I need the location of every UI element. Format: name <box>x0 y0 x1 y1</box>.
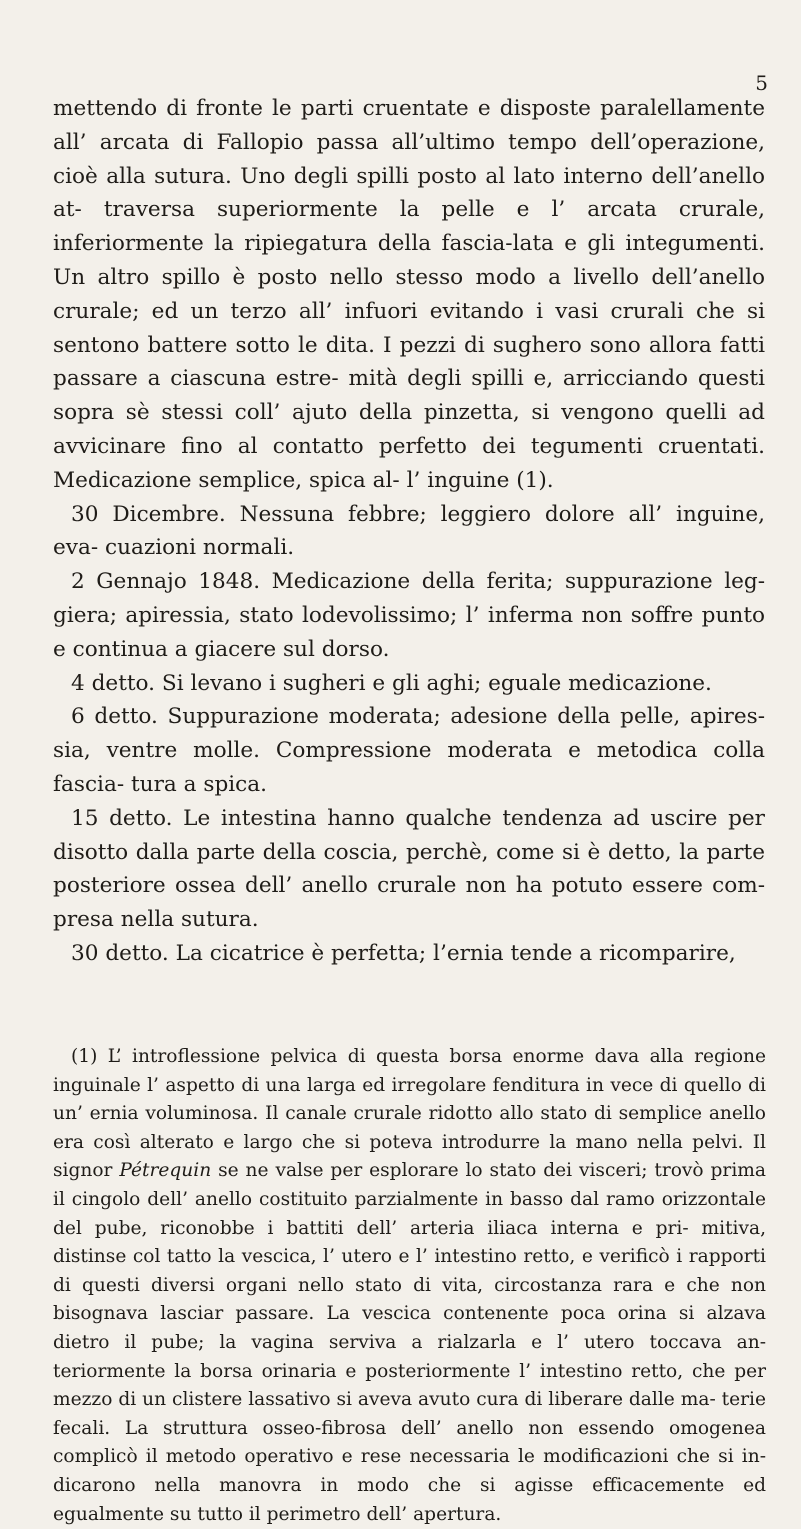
footnote-author-name: Pétrequin <box>119 1160 212 1182</box>
footnote-text-part2: se ne valse per esplorare lo stato dei visceri; trovò prima il cingolo dell’ anello costituito parzialmente in basso dal ramo orizzontale del pube, riconobbe i battiti dell’ arteria iliaca interna e pri- mitiva, distinse col tatto la vescica, l’ utero e l’ intestino retto, e verificò i rapporti di questi diversi organi nello stato di vita, circostanza rara e che non bisognava lasciar passare. La vescica contenente poca orina si alzava dietro il pube; la vagina serviva a rialzarla e l’ utero toccava an- teriormente la borsa orinaria e posteriormente l’ intestino retto, che per mezzo di un clistere lassativo si aveva avuto cura di liberare dalle ma- terie fecali. La struttura osseo-fibrosa dell’ anello non essendo omogenea complicò il metodo operativo e rese necessaria le modificazioni che si in- dicarono nella manovra in modo che si agisse efficacemente ed egualmente su tutto il perimetro dell’ apertura. <box>53 1160 766 1525</box>
diary-entry-15-detto: 15 detto. Le intestina hanno qualche tendenza ad uscire per disotto dalla parte della coscia, perchè, come si è detto, la parte posteriore ossea dell’ anello crurale non ha potuto essere com- presa nella sutura. <box>53 805 765 933</box>
page-number: 5 <box>755 71 768 95</box>
main-text <box>53 92 765 971</box>
paragraph-operation: mettendo di fronte le parti cruentate e disposte paralellamente all’ arcata di Fallopio passa all’ultimo tempo dell’operazione, cioè alla sutura. Uno degli spilli posto al lato interno dell’anello at- traversa superiormente la pelle e l’ arcata crurale, inferiormente la ripiegatura della fascia-lata e gli integumenti. Un altro spillo è posto nello stesso modo a livello dell’anello crurale; ed un terzo all’ infuori evitando i vasi crurali che si sentono battere sotto le dita. I pezzi di sughero sono allora fatti passare a ciascuna estre- mità degli spilli e, arricciando questi sopra sè stessi coll’ ajuto della pinzetta, si vengono quelli ad avvicinare fino al contatto perfetto dei tegumenti cruentati. Medicazione semplice, spica al- l’ inguine (1). <box>53 96 765 493</box>
diary-entry-2-gennajo: 2 Gennajo 1848. Medicazione della ferita; suppurazione leg- giera; apiressia, stato lodevolissimo; l’ inferma non soffre punto e continua a giacere sul dorso. <box>53 569 765 662</box>
diary-entry-6-detto: 6 detto. Suppurazione moderata; adesione della pelle, apires- sia, ventre molle. Compressione moderata e metodica colla fascia- tura a spica. <box>53 704 765 797</box>
diary-entry-30-detto: 30 detto. La cicatrice è perfetta; l’ernia tende a ricomparire, <box>71 940 736 966</box>
diary-entry-4-detto: 4 detto. Si levano i sugheri e gli aghi; eguale medicazione. <box>71 670 712 696</box>
footnote-text-part1: (1) L’ introflessione pelvica di questa borsa enorme dava alla regione inguinale l’ aspetto di una larga ed irregolare fenditura in vece di quello di un’ ernia voluminosa. Il canale crurale ridotto allo stato di semplice anello era così alterato e largo che si poteva introdurre la mano nella pelvi. Il signor <box>53 1046 766 1182</box>
diary-entry-30-dicembre: 30 Dicembre. Nessuna febbre; leggiero dolore all’ inguine, eva- cuazioni normali. <box>53 501 765 561</box>
footnote-text <box>53 1043 766 1529</box>
footnote <box>53 1043 766 1529</box>
